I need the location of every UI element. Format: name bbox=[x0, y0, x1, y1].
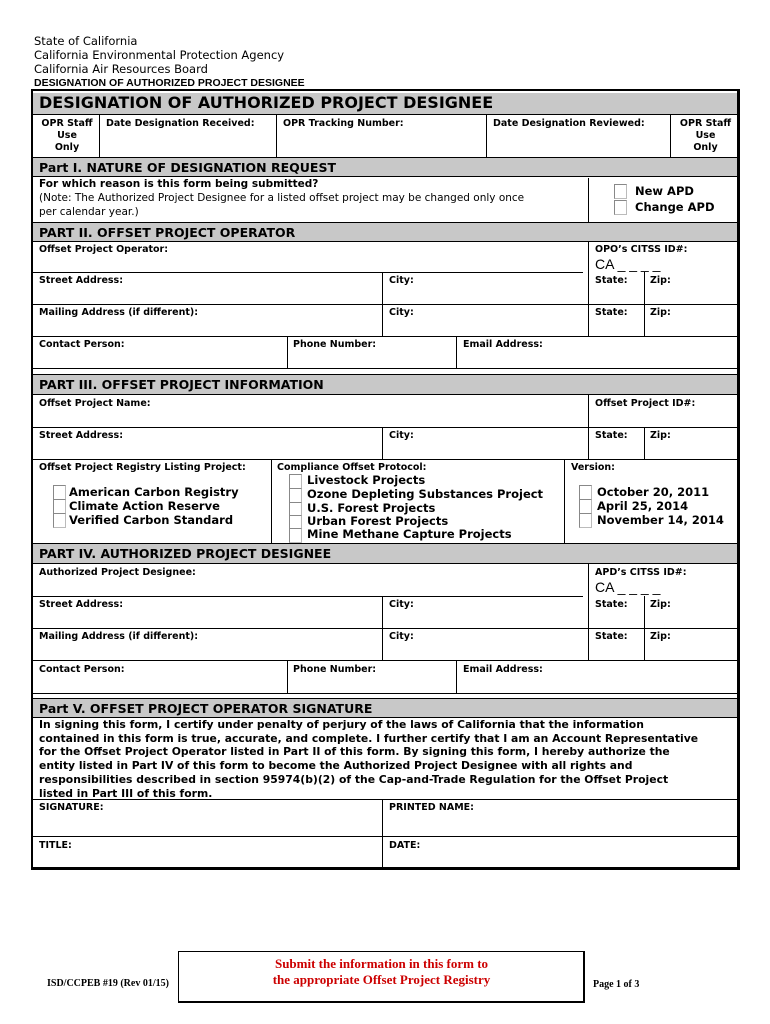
submit-line2: the appropriate Offset Project Registry bbox=[272, 972, 491, 987]
operator-mailing-label: Mailing Address (if different): bbox=[39, 307, 199, 318]
project-city-label: City: bbox=[389, 430, 414, 441]
new-apd-label: New APD bbox=[635, 184, 694, 198]
version-2011-checkbox[interactable] bbox=[579, 485, 592, 500]
apd-citss-value[interactable]: CA _ _ _ _ bbox=[595, 579, 661, 595]
operator-street-label: Street Address: bbox=[39, 275, 123, 286]
operator-phone-label: Phone Number: bbox=[293, 339, 377, 350]
registry-label: Offset Project Registry Listing Project: bbox=[39, 462, 246, 473]
form-id: ISD/CCPEB #19 (Rev 01/15) bbox=[47, 978, 169, 989]
cert-line: entity listed in Part IV of this form to become the Authorized Project Designee with all rights and bbox=[39, 759, 633, 773]
livestock-checkbox[interactable] bbox=[289, 474, 302, 489]
part2-title: PART II. OFFSET PROJECT OPERATOR bbox=[33, 222, 737, 242]
designee-mailing-city-label: City: bbox=[389, 631, 414, 642]
ods-checkbox[interactable] bbox=[289, 488, 302, 503]
cert-line: contained in this form is true, accurate, and complete. I further certify that I am an Account Representative bbox=[39, 731, 699, 745]
cert-line: listed in Part III of this form. bbox=[39, 786, 213, 800]
operator-contact-label: Contact Person: bbox=[39, 339, 125, 350]
header-agency: California Environmental Protection Agency bbox=[34, 48, 285, 62]
mine-methane-checkbox[interactable] bbox=[289, 528, 302, 543]
header-board: California Air Resources Board bbox=[34, 62, 208, 76]
submit-instructions bbox=[178, 956, 585, 988]
designee-email-label: Email Address: bbox=[463, 664, 543, 675]
cert-line: responsibilities described in section 95974(b)(2) of the Cap-and-Trade Regulation for the Offset Project bbox=[39, 772, 669, 786]
version-2011-label: October 20, 2011 bbox=[597, 485, 710, 499]
opo-citss-label: OPO’s CITSS ID#: bbox=[595, 244, 688, 255]
version-nov-2014-label: November 14, 2014 bbox=[597, 513, 724, 527]
operator-email-label: Email Address: bbox=[463, 339, 543, 350]
designee-mailing-zip-label: Zip: bbox=[650, 631, 671, 642]
apd-citss-label: APD’s CITSS ID#: bbox=[595, 567, 687, 578]
signature-label: SIGNATURE: bbox=[39, 802, 104, 813]
designee-contact-label: Contact Person: bbox=[39, 664, 125, 675]
mine-methane-label: Mine Methane Capture Projects bbox=[307, 527, 512, 541]
submit-line1: Submit the information in this form to bbox=[274, 956, 489, 971]
project-street-label: Street Address: bbox=[39, 430, 123, 441]
cert-line: for the Offset Project Operator listed in Part II of this form. By signing this form, I hereby authorize the bbox=[39, 745, 670, 759]
header-state: State of California bbox=[34, 34, 138, 48]
header-form-name: DESIGNATION OF AUTHORIZED PROJECT DESIGNEE bbox=[34, 77, 305, 89]
agency-header bbox=[34, 34, 305, 90]
ods-label: Ozone Depleting Substances Project bbox=[307, 487, 544, 501]
designee-mailing-state-label: State: bbox=[595, 631, 628, 642]
operator-state-label: State: bbox=[595, 275, 628, 286]
project-zip-label: Zip: bbox=[650, 430, 671, 441]
part5-title: Part V. OFFSET PROJECT OPERATOR SIGNATURE bbox=[33, 698, 737, 718]
car-label: Climate Action Reserve bbox=[69, 499, 220, 513]
acr-checkbox[interactable] bbox=[53, 485, 66, 500]
date-received-label: Date Designation Received: bbox=[106, 118, 255, 129]
version-label: Version: bbox=[571, 462, 615, 473]
opr-staff-use-only-right: OPR Staff Use Only bbox=[679, 118, 732, 153]
version-apr-2014-label: April 25, 2014 bbox=[597, 499, 689, 513]
page-number: Page 1 of 3 bbox=[593, 979, 640, 990]
new-apd-checkbox[interactable] bbox=[614, 184, 627, 199]
designee-street-label: Street Address: bbox=[39, 599, 123, 610]
part4-title: PART IV. AUTHORIZED PROJECT DESIGNEE bbox=[33, 543, 737, 564]
part3-title: PART III. OFFSET PROJECT INFORMATION bbox=[33, 374, 737, 395]
version-apr-2014-checkbox[interactable] bbox=[579, 499, 592, 514]
version-nov-2014-checkbox[interactable] bbox=[579, 513, 592, 528]
date-label: DATE: bbox=[389, 840, 421, 851]
operator-zip-label: Zip: bbox=[650, 275, 671, 286]
us-forest-label: U.S. Forest Projects bbox=[307, 501, 436, 515]
designee-city-label: City: bbox=[389, 599, 414, 610]
operator-label: Offset Project Operator: bbox=[39, 244, 169, 255]
certification-text bbox=[39, 718, 698, 800]
project-name-label: Offset Project Name: bbox=[39, 398, 151, 409]
vcs-checkbox[interactable] bbox=[53, 513, 66, 528]
designee-mailing-label: Mailing Address (if different): bbox=[39, 631, 199, 642]
urban-forest-label: Urban Forest Projects bbox=[307, 514, 449, 528]
change-apd-checkbox[interactable] bbox=[614, 200, 627, 215]
designation-form bbox=[31, 89, 740, 870]
project-id-label: Offset Project ID#: bbox=[595, 398, 696, 409]
form-title: DESIGNATION OF AUTHORIZED PROJECT DESIGNEE bbox=[33, 93, 737, 115]
title-label: TITLE: bbox=[39, 840, 72, 851]
opo-citss-value[interactable]: CA _ _ _ _ bbox=[595, 256, 661, 272]
part1-note-line1: (Note: The Authorized Project Designee for a listed offset project may be changed only once bbox=[39, 192, 525, 204]
change-apd-label: Change APD bbox=[635, 200, 715, 214]
date-reviewed-label: Date Designation Reviewed: bbox=[493, 118, 645, 129]
vcs-label: Verified Carbon Standard bbox=[69, 513, 234, 527]
protocol-label: Compliance Offset Protocol: bbox=[277, 462, 427, 473]
livestock-label: Livestock Projects bbox=[307, 473, 426, 487]
acr-label: American Carbon Registry bbox=[69, 485, 239, 499]
operator-mailing-state-label: State: bbox=[595, 307, 628, 318]
part1-question: For which reason is this form being submitted? bbox=[39, 178, 319, 190]
part1-title: Part I. NATURE OF DESIGNATION REQUEST bbox=[33, 157, 737, 177]
part1-note-line2: per calendar year.) bbox=[39, 206, 139, 218]
printed-name-label: PRINTED NAME: bbox=[389, 802, 474, 813]
designee-phone-label: Phone Number: bbox=[293, 664, 377, 675]
operator-mailing-zip-label: Zip: bbox=[650, 307, 671, 318]
designee-label: Authorized Project Designee: bbox=[39, 567, 196, 578]
opr-tracking-number-label: OPR Tracking Number: bbox=[283, 118, 404, 129]
car-checkbox[interactable] bbox=[53, 499, 66, 514]
operator-mailing-city-label: City: bbox=[389, 307, 414, 318]
cert-line: In signing this form, I certify under penalty of perjury of the laws of California that the information bbox=[39, 718, 644, 731]
designee-zip-label: Zip: bbox=[650, 599, 671, 610]
designee-state-label: State: bbox=[595, 599, 628, 610]
opr-staff-use-only-left: OPR Staff Use Only bbox=[41, 118, 93, 153]
operator-city-label: City: bbox=[389, 275, 414, 286]
project-state-label: State: bbox=[595, 430, 628, 441]
